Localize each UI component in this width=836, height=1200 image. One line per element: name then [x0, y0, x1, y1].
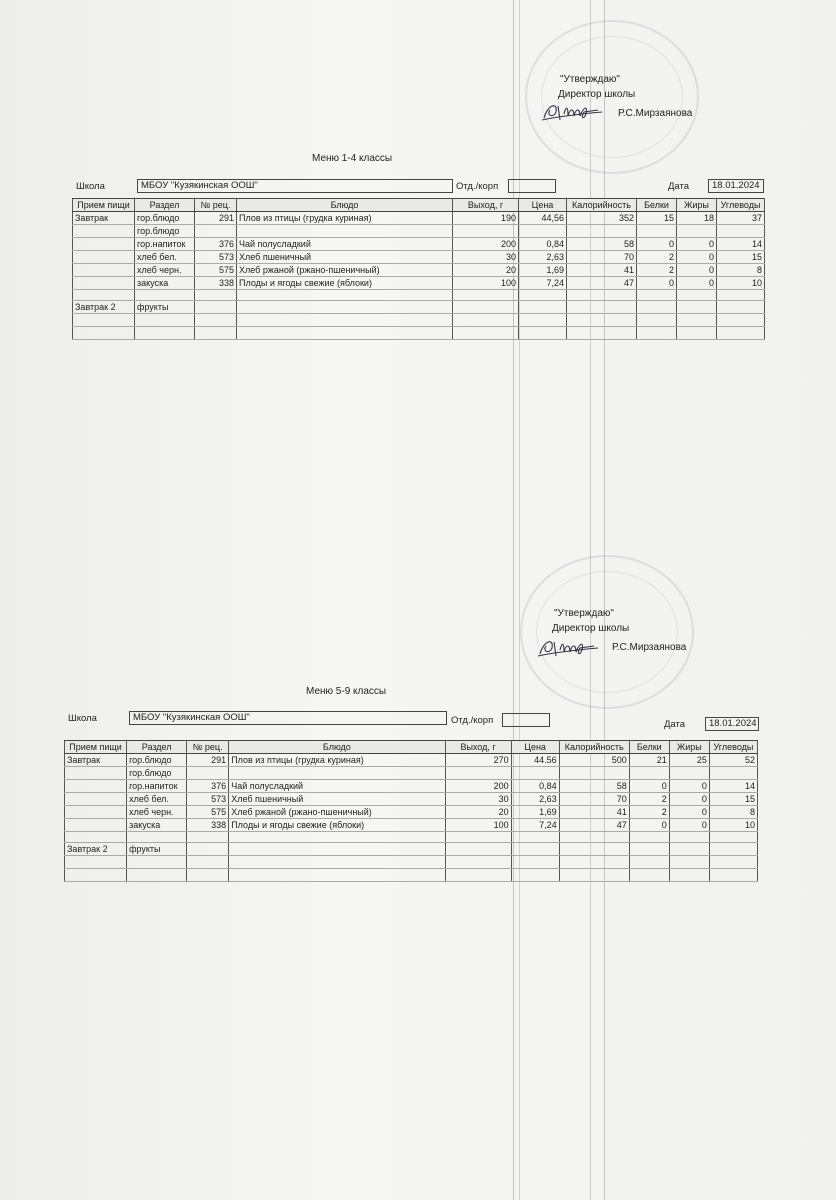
date-label: Дата: [668, 181, 690, 192]
column-header: Жиры: [677, 199, 717, 212]
school-field: МБОУ "Кузякинская ООШ": [137, 179, 453, 193]
row-recipe-number: 376: [187, 780, 229, 793]
row-recipe-number: 575: [195, 264, 237, 277]
row-price: 44.56: [511, 754, 559, 767]
row-price: 44,56: [519, 212, 567, 225]
row-dish-name: Чай полусладкий: [229, 780, 445, 793]
column-header: № рец.: [195, 199, 237, 212]
empty-cell: [229, 856, 445, 869]
row-recipe-number: 338: [187, 819, 229, 832]
row-weight: 200: [453, 238, 519, 251]
row-weight: 20: [445, 806, 511, 819]
column-header: Цена: [519, 199, 567, 212]
row-carbs: 52: [709, 754, 757, 767]
table-row: [65, 754, 758, 767]
date-label: Дата: [664, 719, 686, 730]
school-label: Школа: [68, 713, 97, 724]
row-protein: 0: [637, 277, 677, 290]
row-dish-name: Плоды и ягоды свежие (яблоки): [237, 277, 453, 290]
meal-label: Завтрак 2: [65, 843, 127, 856]
school-label: Школа: [76, 181, 105, 192]
empty-cell: [669, 856, 709, 869]
column-header: Раздел: [127, 741, 187, 754]
column-header: Калорийность: [559, 741, 629, 754]
meal-label: [65, 780, 127, 793]
table-row: [65, 819, 758, 832]
meal-label: [65, 767, 127, 780]
empty-cell: [629, 832, 669, 843]
row-protein: 21: [629, 754, 669, 767]
table-row: [65, 780, 758, 793]
row-weight: [445, 767, 511, 780]
column-header: Выход, г: [453, 199, 519, 212]
row-protein: 2: [637, 264, 677, 277]
row-carbs: 8: [717, 264, 765, 277]
row-recipe-number: 376: [195, 238, 237, 251]
row-dish-name: Хлеб ржаной (ржано-пшеничный): [237, 264, 453, 277]
row-calories: 352: [567, 212, 637, 225]
meal-label: [65, 869, 127, 882]
meal-label: Завтрак: [73, 212, 135, 225]
table-row: [65, 869, 758, 882]
row-fat: 0: [677, 238, 717, 251]
row-protein: [629, 767, 669, 780]
empty-cell: [709, 832, 757, 843]
row-section: [127, 856, 187, 869]
row-recipe-number: 291: [187, 754, 229, 767]
row-section: гор.напиток: [135, 238, 195, 251]
row-fat: 0: [669, 819, 709, 832]
empty-cell: [629, 869, 669, 882]
row-section: хлеб черн.: [127, 806, 187, 819]
row-carbs: 8: [709, 806, 757, 819]
meal-label: [65, 819, 127, 832]
empty-cell: [187, 856, 229, 869]
dept-field: [502, 713, 550, 727]
table-row: [65, 806, 758, 819]
row-recipe-number: 291: [195, 212, 237, 225]
meal-label: [65, 793, 127, 806]
signatory-name: Р.С.Мирзаянова: [612, 642, 687, 653]
row-carbs: 37: [717, 212, 765, 225]
row-protein: 0: [629, 780, 669, 793]
row-dish-name: Плов из птицы (грудка куриная): [237, 212, 453, 225]
row-price: 0,84: [511, 780, 559, 793]
table-spacer-row: [65, 832, 758, 843]
row-carbs: 14: [709, 780, 757, 793]
row-fat: 0: [677, 277, 717, 290]
column-header: Белки: [637, 199, 677, 212]
row-price: 2,63: [511, 793, 559, 806]
row-fat: 0: [669, 793, 709, 806]
empty-cell: [669, 869, 709, 882]
row-calories: 500: [559, 754, 629, 767]
row-carbs: 15: [709, 793, 757, 806]
row-protein: 0: [629, 819, 669, 832]
empty-cell: [709, 869, 757, 882]
row-weight: 190: [453, 212, 519, 225]
empty-cell: [445, 832, 511, 843]
empty-cell: [445, 856, 511, 869]
empty-cell: [187, 869, 229, 882]
row-dish-name: Хлеб пшеничный: [229, 793, 445, 806]
column-header: Прием пищи: [73, 199, 135, 212]
row-protein: 15: [637, 212, 677, 225]
row-weight: 30: [445, 793, 511, 806]
row-carbs: 10: [709, 819, 757, 832]
meal-label: Завтрак: [65, 754, 127, 767]
row-section: хлеб черн.: [135, 264, 195, 277]
column-header: Цена: [511, 741, 559, 754]
row-price: 1,69: [519, 264, 567, 277]
column-header: Выход, г: [445, 741, 511, 754]
meal-label: [65, 856, 127, 869]
row-dish-name: Хлеб ржаной (ржано-пшеничный): [229, 806, 445, 819]
row-calories: 47: [567, 277, 637, 290]
column-header: Белки: [629, 741, 669, 754]
row-weight: 100: [445, 819, 511, 832]
row-section: гор.напиток: [127, 780, 187, 793]
table-header-row: [65, 741, 758, 754]
row-price: 7,24: [519, 277, 567, 290]
empty-cell: [445, 869, 511, 882]
dept-label: Отд./корп: [456, 181, 499, 192]
empty-cell: [229, 869, 445, 882]
row-section: фрукты: [127, 843, 187, 856]
empty-cell: [709, 843, 757, 856]
column-header: Раздел: [135, 199, 195, 212]
empty-cell: [65, 832, 127, 843]
director-label: Директор школы: [552, 623, 630, 634]
empty-cell: [709, 856, 757, 869]
row-section: гор.блюдо: [135, 225, 195, 238]
row-recipe-number: 573: [187, 793, 229, 806]
row-section: закуска: [135, 277, 195, 290]
date-field: 18.01.2024: [705, 717, 759, 731]
column-header: Блюдо: [237, 199, 453, 212]
dept-label: Отд./корп: [451, 715, 494, 726]
signatory-name: Р.С.Мирзаянова: [618, 108, 693, 119]
row-recipe-number: 573: [195, 251, 237, 264]
row-price: 7,24: [511, 819, 559, 832]
row-protein: 2: [629, 806, 669, 819]
column-header: Жиры: [669, 741, 709, 754]
table-row: [65, 767, 758, 780]
row-calories: 58: [559, 780, 629, 793]
row-carbs: [709, 767, 757, 780]
row-fat: 0: [669, 780, 709, 793]
row-dish-name: Чай полусладкий: [237, 238, 453, 251]
column-header: Прием пищи: [65, 741, 127, 754]
row-price: 2,63: [519, 251, 567, 264]
row-section: закуска: [127, 819, 187, 832]
row-section: хлеб бел.: [135, 251, 195, 264]
row-price: 1,69: [511, 806, 559, 819]
row-price: 0,84: [519, 238, 567, 251]
row-dish-name: [229, 767, 445, 780]
menu-title: Меню 5-9 классы: [306, 686, 387, 697]
column-header: Углеводы: [709, 741, 757, 754]
empty-cell: [127, 832, 187, 843]
approve-label: "Утверждаю": [560, 74, 620, 85]
empty-cell: [511, 869, 559, 882]
row-calories: 58: [567, 238, 637, 251]
row-recipe-number: 575: [187, 806, 229, 819]
row-weight: 20: [453, 264, 519, 277]
school-field: МБОУ "Кузякинская ООШ": [129, 711, 447, 725]
row-recipe-number: [187, 767, 229, 780]
row-fat: 0: [669, 806, 709, 819]
row-recipe-number: 338: [195, 277, 237, 290]
approve-label: "Утверждаю": [554, 608, 614, 619]
row-section: гор.блюдо: [127, 754, 187, 767]
empty-cell: [511, 832, 559, 843]
row-section: фрукты: [135, 301, 195, 314]
director-label: Директор школы: [558, 89, 636, 100]
row-section: хлеб бел.: [127, 793, 187, 806]
empty-cell: [229, 843, 445, 856]
table-row: [65, 843, 758, 856]
row-weight: 200: [445, 780, 511, 793]
row-carbs: 14: [717, 238, 765, 251]
row-dish-name: Плоды и ягоды свежие (яблоки): [229, 819, 445, 832]
row-weight: 30: [453, 251, 519, 264]
menu-title: Меню 1-4 классы: [312, 153, 393, 164]
row-carbs: 10: [717, 277, 765, 290]
empty-cell: [187, 832, 229, 843]
empty-cell: [511, 856, 559, 869]
row-calories: 47: [559, 819, 629, 832]
row-fat: 0: [677, 264, 717, 277]
meal-label: Завтрак 2: [73, 301, 135, 314]
empty-cell: [629, 856, 669, 869]
row-calories: [559, 767, 629, 780]
row-calories: 70: [567, 251, 637, 264]
row-protein: 2: [637, 251, 677, 264]
empty-cell: [559, 843, 629, 856]
row-weight: 270: [445, 754, 511, 767]
column-header: Углеводы: [717, 199, 765, 212]
row-fat: [669, 767, 709, 780]
date-field: 18.01.2024: [708, 179, 764, 193]
row-carbs: 15: [717, 251, 765, 264]
column-header: Калорийность: [567, 199, 637, 212]
column-header: № рец.: [187, 741, 229, 754]
row-section: гор.блюдо: [135, 212, 195, 225]
empty-cell: [445, 843, 511, 856]
row-protein: 0: [637, 238, 677, 251]
row-calories: 41: [567, 264, 637, 277]
column-header: Блюдо: [229, 741, 445, 754]
empty-cell: [559, 869, 629, 882]
row-fat: 25: [669, 754, 709, 767]
row-section: [127, 869, 187, 882]
table-row: [65, 793, 758, 806]
meal-label: [65, 806, 127, 819]
empty-cell: [559, 832, 629, 843]
row-calories: 70: [559, 793, 629, 806]
empty-cell: [629, 843, 669, 856]
row-section: гор.блюдо: [127, 767, 187, 780]
empty-cell: [511, 843, 559, 856]
row-price: [511, 767, 559, 780]
table-row: [65, 856, 758, 869]
row-dish-name: Хлеб пшеничный: [237, 251, 453, 264]
empty-cell: [229, 832, 445, 843]
row-weight: 100: [453, 277, 519, 290]
row-fat: 0: [677, 251, 717, 264]
row-calories: 41: [559, 806, 629, 819]
empty-cell: [669, 843, 709, 856]
menu-table: [64, 740, 758, 882]
row-protein: 2: [629, 793, 669, 806]
empty-cell: [187, 843, 229, 856]
signature: [536, 636, 602, 660]
row-dish-name: Плов из птицы (грудка куриная): [229, 754, 445, 767]
empty-cell: [559, 856, 629, 869]
row-fat: 18: [677, 212, 717, 225]
empty-cell: [669, 832, 709, 843]
